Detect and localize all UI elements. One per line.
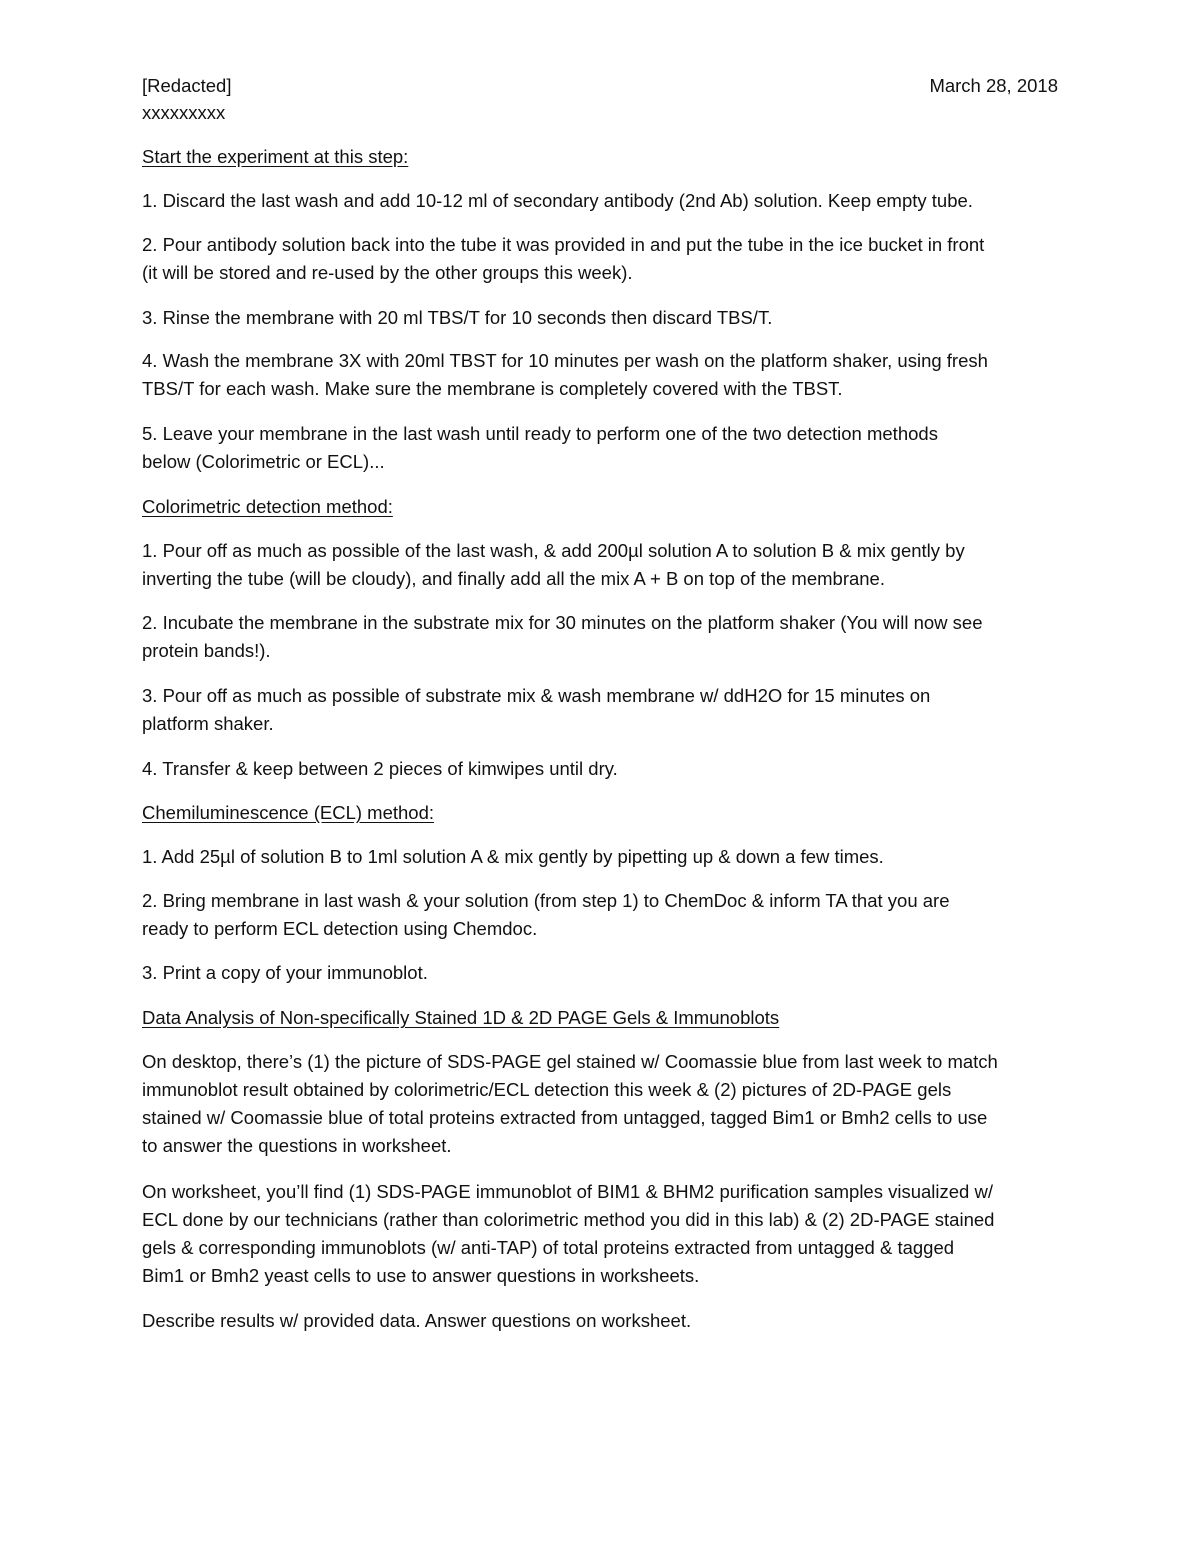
start-step-3-line-1: 3. Rinse the membrane with 20 ml TBS/T for 10 seconds then discard TBS/T. [142,307,773,328]
colorimetric-step-1-line-1: 1. Pour off as much as possible of the last wash, & add 200µl solution A to solution B & mix gently by [142,540,965,561]
ecl-step-3-line-1: 3. Print a copy of your immunoblot. [142,962,428,983]
colorimetric-step-2-line-1: 2. Incubate the membrane in the substrate mix for 30 minutes on the platform shaker (You will now see [142,612,983,633]
start-step-4-line-1: 4. Wash the membrane 3X with 20ml TBST for 10 minutes per wash on the platform shaker, using fresh [142,350,988,371]
ecl-heading: Chemiluminescence (ECL) method: [142,802,435,823]
colorimetric-step-3-line-1: 3. Pour off as much as possible of substrate mix & wash membrane w/ ddH2O for 15 minutes on [142,685,931,706]
analysis-paragraph-1-line-2: immunoblot result obtained by colorimetric/ECL detection this week & (2) pictures of 2D-PAGE gels [142,1079,952,1100]
start-step-2-line-1: 2. Pour antibody solution back into the tube it was provided in and put the tube in the ice bucket in front [142,234,985,255]
analysis-paragraph-2-line-3: gels & corresponding immunoblots (w/ anti-TAP) of total proteins extracted from untagged & tagged [142,1237,955,1258]
start-step-1-line-1: 1. Discard the last wash and add 10-12 ml of secondary antibody (2nd Ab) solution. Keep empty tube. [142,190,973,211]
analysis-paragraph-2-line-2: ECL done by our technicians (rather than colorimetric method you did in this lab) & (2) 2D-PAGE stained [142,1209,995,1230]
analysis-heading: Data Analysis of Non-specifically Stained 1D & 2D PAGE Gels & Immunoblots [142,1007,780,1028]
analysis-paragraph-1-line-1: On desktop, there’s (1) the picture of SDS-PAGE gel stained w/ Coomassie blue from last week to match [142,1051,998,1072]
analysis-paragraph-2-line-4: Bim1 or Bmh2 yeast cells to use to answer questions in worksheets. [142,1265,700,1286]
header-id: xxxxxxxxx [142,102,226,123]
analysis-paragraph-2-line-1: On worksheet, you’ll find (1) SDS-PAGE immunoblot of BIM1 & BHM2 purification samples visualized w/ [142,1181,993,1202]
ecl-step-1-line-1: 1. Add 25µl of solution B to 1ml solution A & mix gently by pipetting up & down a few times. [142,846,884,867]
start-step-5-line-2: below (Colorimetric or ECL)... [142,451,385,472]
ecl-step-2-line-2: ready to perform ECL detection using Chemdoc. [142,918,538,939]
analysis-paragraph-1-line-3: stained w/ Coomassie blue of total proteins extracted from untagged, tagged Bim1 or Bmh2 cells to use [142,1107,988,1128]
colorimetric-step-2-line-2: protein bands!). [142,640,271,661]
colorimetric-step-1-line-2: inverting the tube (will be cloudy), and finally add all the mix A + B on top of the membrane. [142,568,885,589]
analysis-paragraph-1-line-4: to answer the questions in worksheet. [142,1135,452,1156]
start-step-4-line-2: TBS/T for each wash. Make sure the membrane is completely covered with the TBST. [142,378,843,399]
start-step-5-line-1: 5. Leave your membrane in the last wash until ready to perform one of the two detection methods [142,423,938,444]
header-name: [Redacted] [142,75,232,96]
colorimetric-step-3-line-2: platform shaker. [142,713,274,734]
start-step-2-line-2: (it will be stored and re-used by the other groups this week). [142,262,633,283]
start-heading: Start the experiment at this step: [142,146,409,167]
colorimetric-step-4-line-1: 4. Transfer & keep between 2 pieces of kimwipes until dry. [142,758,618,779]
analysis-paragraph-3-line-1: Describe results w/ provided data. Answer questions on worksheet. [142,1310,692,1331]
ecl-step-2-line-1: 2. Bring membrane in last wash & your solution (from step 1) to ChemDoc & inform TA that you are [142,890,950,911]
header-date: March 28, 2018 [929,75,1058,96]
colorimetric-heading: Colorimetric detection method: [142,496,393,517]
